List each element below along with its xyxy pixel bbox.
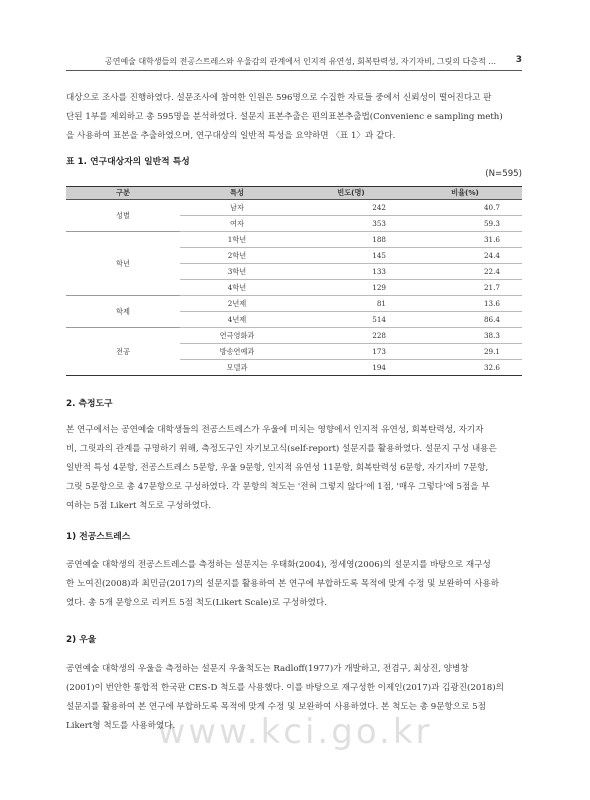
- text-line: 단된 1부를 제외하고 총 595명을 분석하였다. 설문지 표본추출은 편의표본추출법(Convenienc e sampling meth): [66, 112, 503, 122]
- subsection-heading: 1) 전공스트레스: [66, 532, 131, 542]
- column-header: 구분: [66, 187, 180, 200]
- group-label: 학년: [66, 232, 180, 296]
- text-line: (2001)이 번안한 통합적 한국판 CES-D 척도를 사용했다. 이를 바탕으로 재구성한 이제인(2017)과 김광진(2018)의: [66, 683, 504, 693]
- pct-cell: 31.6: [408, 232, 522, 248]
- table-caption: 표 1. 연구대상자의 일반적 특성: [66, 157, 190, 167]
- text-line: 을 사용하여 표본을 추출하였으며, 연구대상의 일반적 특성을 요약하면 〈표 1〉과 같다.: [66, 131, 396, 141]
- text-line: 였다. 총 5개 문항으로 리커트 5점 척도(Likert Scale)로 구성하였다.: [66, 598, 327, 608]
- characteristics-table: [66, 186, 522, 376]
- group-label: 학제: [66, 296, 180, 328]
- row-label: 2년제: [180, 296, 294, 312]
- freq-cell: 514: [294, 312, 408, 328]
- text-line: 설문지를 활용하여 본 연구에 부합하도록 목적에 맞게 수정 및 보완하여 사용하였다. 본 척도는 총 9문항으로 5점: [66, 702, 486, 712]
- table-row: [66, 328, 522, 344]
- text-line: 비, 그릿과의 관계를 규명하기 위해, 측정도구인 자기보고식(self-report) 설문지를 활용하였다. 설문지 구성 내용은: [66, 444, 497, 454]
- pct-cell: 13.6: [408, 296, 522, 312]
- text-line: 일반적 특성 4문항, 전공스트레스 5문항, 우울 9문항, 인지적 유연성 11문항, 회복탄력성 6문항, 자기자비 7문항,: [66, 463, 489, 473]
- freq-cell: 194: [294, 360, 408, 376]
- column-header: 빈도(명): [294, 187, 408, 200]
- pct-cell: 38.3: [408, 328, 522, 344]
- pct-cell: 32.6: [408, 360, 522, 376]
- freq-cell: 145: [294, 248, 408, 264]
- column-header: 특성: [180, 187, 294, 200]
- row-label: 연극영화과: [180, 328, 294, 344]
- text-line: Likert형 척도를 사용하였다.: [66, 721, 176, 731]
- table-header-row: [66, 187, 522, 200]
- pct-cell: 59.3: [408, 216, 522, 232]
- running-title: 공연예술 대학생들의 전공스트레스와 우울감의 관계에서 인지적 유연성, 회복탄력성, 자기자비, 그릿의 다층적 ...: [105, 57, 496, 66]
- row-label: 3학년: [180, 264, 294, 280]
- subsection-heading: 2) 우울: [66, 635, 97, 645]
- text-line: 대상으로 조사를 진행하였다. 설문조사에 참여한 인원은 596명으로 수집한 자료들 중에서 신뢰성이 떨어진다고 판: [66, 93, 492, 103]
- pct-cell: 22.4: [408, 264, 522, 280]
- table-note: (N=595): [485, 169, 522, 179]
- pct-cell: 24.4: [408, 248, 522, 264]
- group-label: 전공: [66, 328, 180, 376]
- text-line: 여하는 5점 Likert 척도로 구성하였다.: [66, 501, 212, 511]
- row-label: 4년제: [180, 312, 294, 328]
- row-label: 방송연예과: [180, 344, 294, 360]
- watermark: www.kci.go.kr: [157, 712, 433, 752]
- pct-cell: 29.1: [408, 344, 522, 360]
- row-label: 남자: [180, 200, 294, 216]
- running-header: [66, 54, 522, 70]
- intro-paragraph: [66, 89, 522, 146]
- text-line: 공연예술 대학생의 전공스트레스를 측정하는 설문지는 우태화(2004), 정세영(2006)의 설문지를 바탕으로 재구성: [66, 560, 491, 570]
- section-heading: 2. 측정도구: [66, 399, 113, 409]
- row-label: 모델과: [180, 360, 294, 376]
- freq-cell: 173: [294, 344, 408, 360]
- page-number: 3: [515, 55, 522, 65]
- text-line: 본 연구에서는 공연예술 대학생들의 전공스트레스가 우울에 미치는 영향에서 인지적 유연성, 회복탄력성, 자기자: [66, 425, 484, 435]
- row-label: 2학년: [180, 248, 294, 264]
- column-header: 비율(%): [408, 187, 522, 200]
- table-row: [66, 296, 522, 312]
- group-label: 성별: [66, 200, 180, 232]
- text-line: 공연예술 대학생의 우울을 측정하는 설문지 우울척도는 Radloff(1977)가 개발하고, 전겸구, 최상진, 양병창: [66, 664, 469, 674]
- header-rule: [66, 70, 522, 71]
- pct-cell: 40.7: [408, 200, 522, 216]
- freq-cell: 188: [294, 232, 408, 248]
- freq-cell: 129: [294, 280, 408, 296]
- table-row: [66, 200, 522, 216]
- row-label: 1학년: [180, 232, 294, 248]
- pct-cell: 86.4: [408, 312, 522, 328]
- section-paragraph: [66, 421, 522, 516]
- row-label: 4학년: [180, 280, 294, 296]
- row-label: 여자: [180, 216, 294, 232]
- text-line: 그릿 5문항으로 총 47문항으로 구성하였다. 각 문항의 척도는 '전혀 그렇지 않다'에 1점, '매우 그렇다'에 5점을 부: [66, 482, 490, 492]
- freq-cell: 133: [294, 264, 408, 280]
- subsection-paragraph: [66, 556, 522, 613]
- freq-cell: 228: [294, 328, 408, 344]
- text-line: 한 노여진(2008)과 최민금(2017)의 설문지를 활용하여 본 연구에 부합하도록 목적에 맞게 수정 및 보완하여 사용하: [66, 579, 500, 589]
- freq-cell: 81: [294, 296, 408, 312]
- freq-cell: 242: [294, 200, 408, 216]
- table-row: [66, 232, 522, 248]
- freq-cell: 353: [294, 216, 408, 232]
- pct-cell: 21.7: [408, 280, 522, 296]
